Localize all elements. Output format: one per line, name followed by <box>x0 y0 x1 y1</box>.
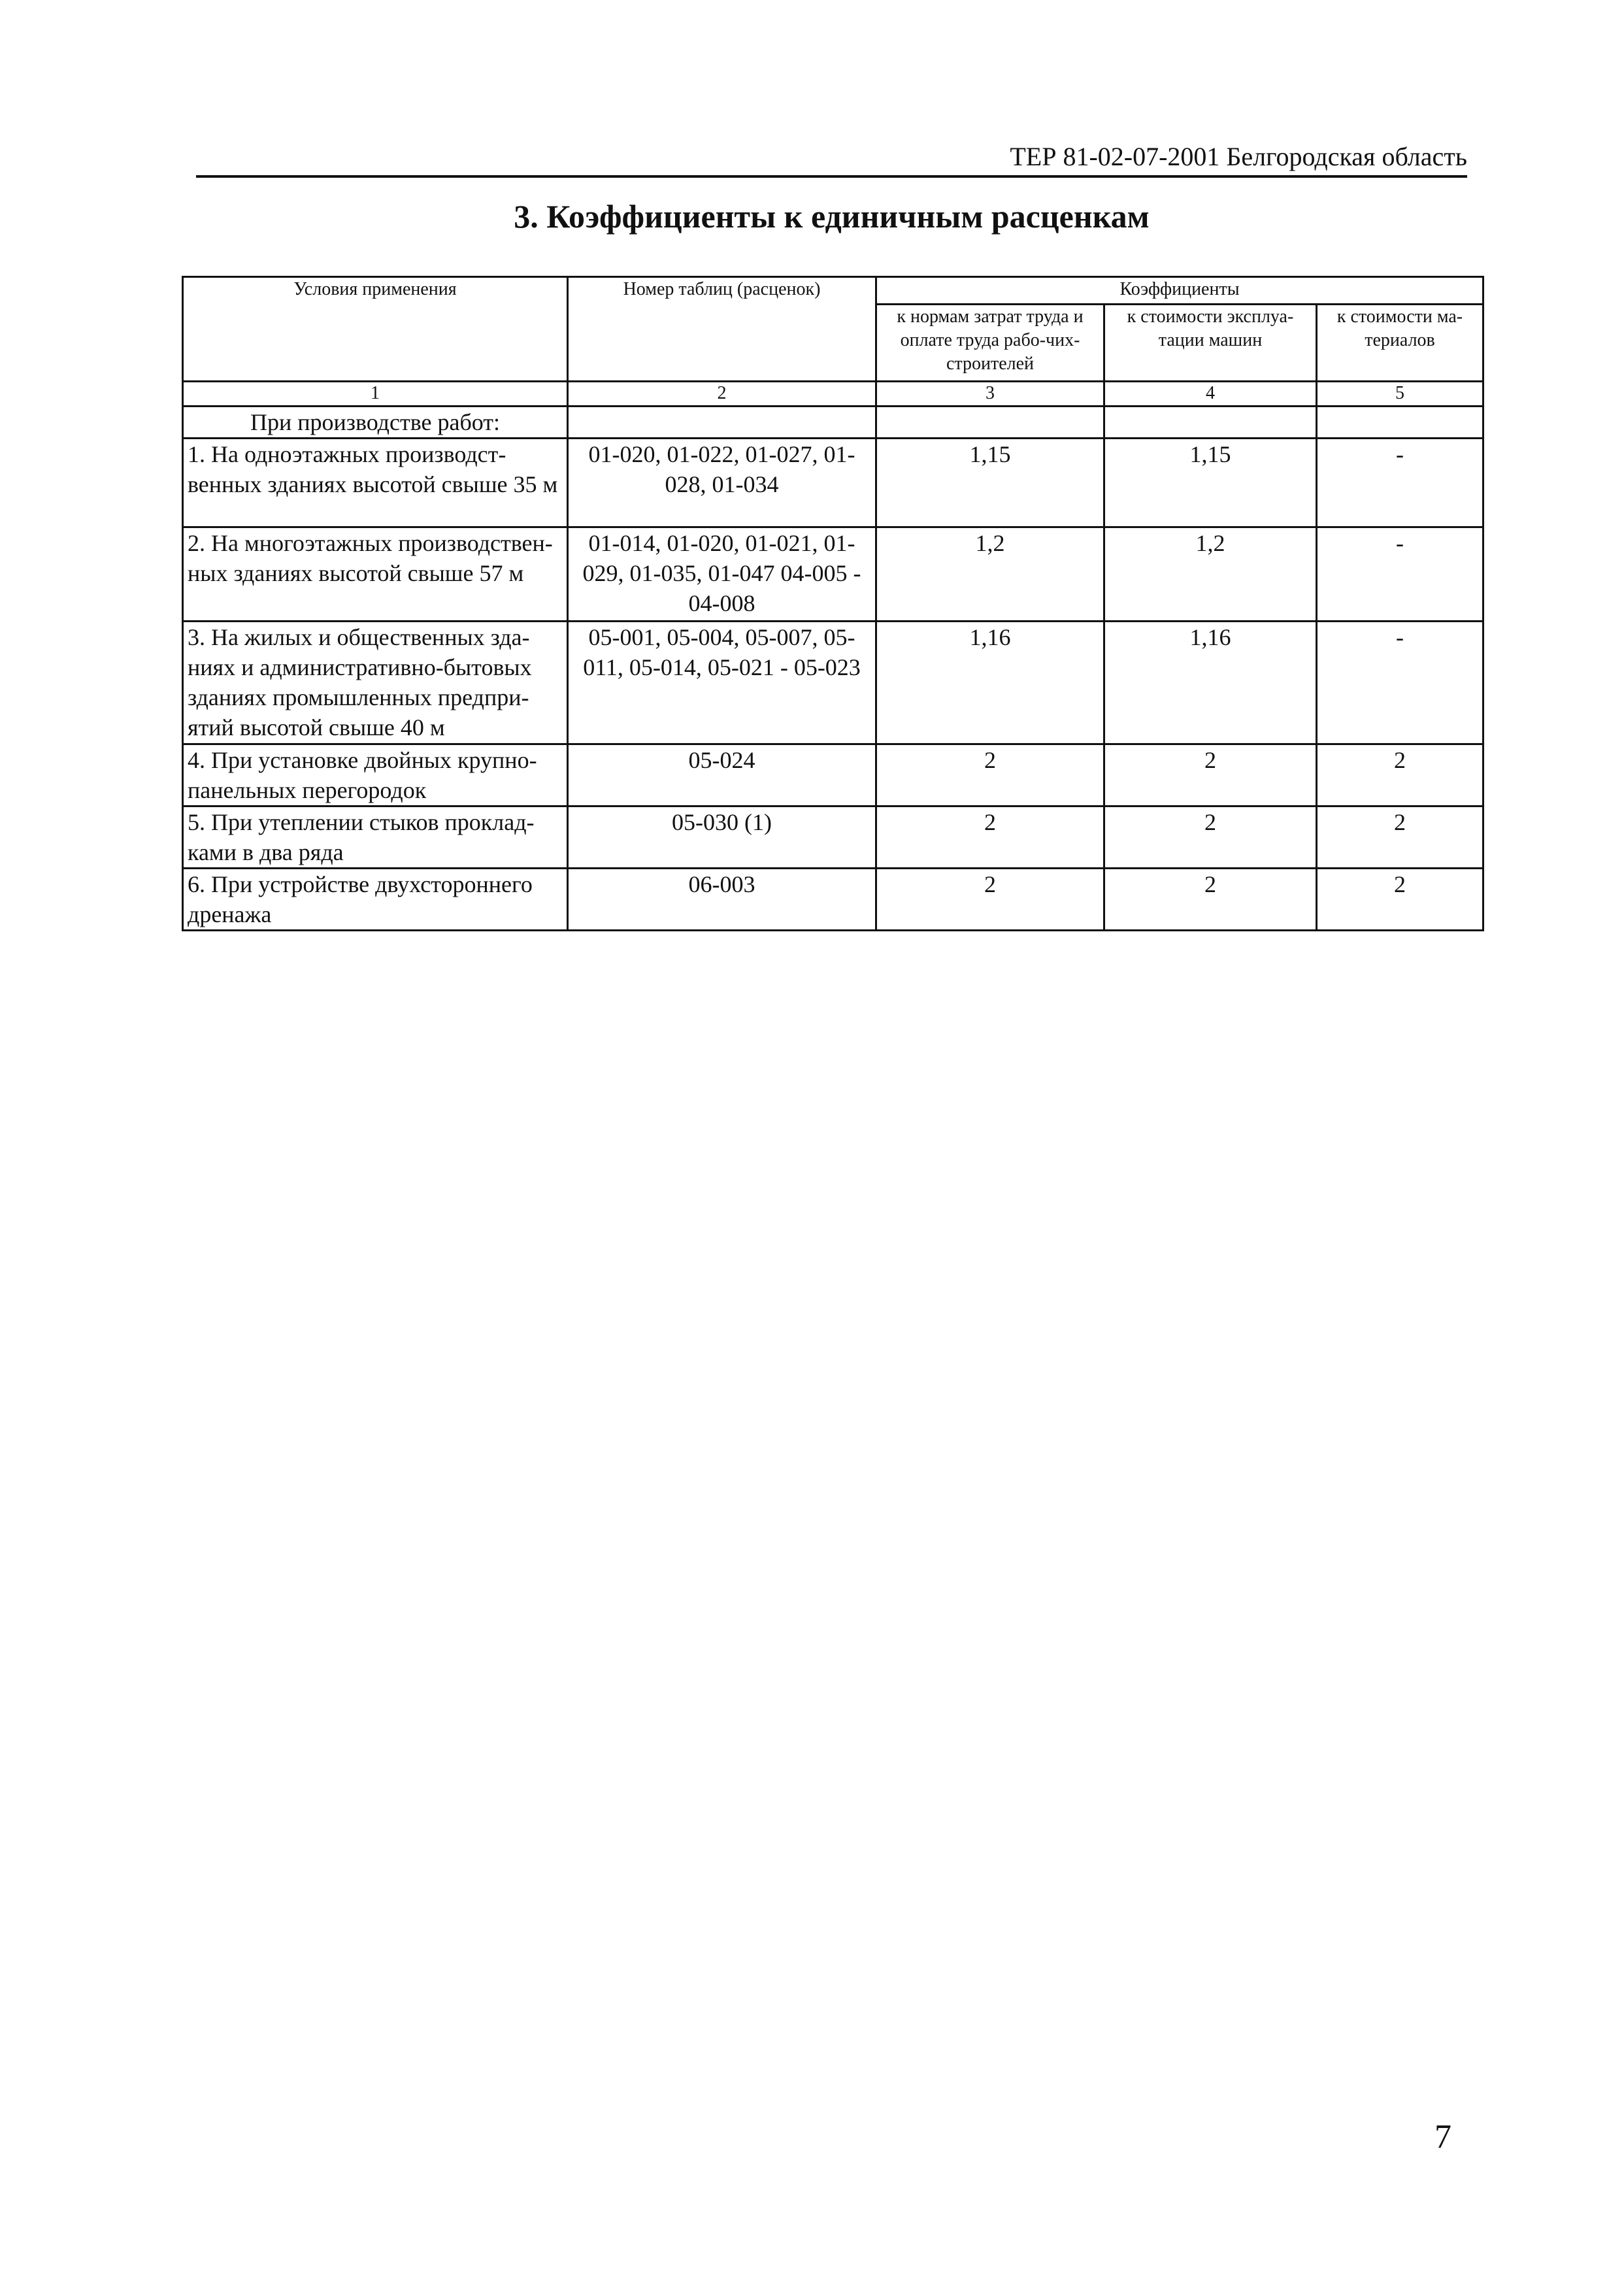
labor-coef-cell: 1,16 <box>876 622 1104 744</box>
materials-coef-cell: 2 <box>1317 869 1483 931</box>
coefficients-table <box>182 276 1484 931</box>
labor-coef-cell: 2 <box>876 744 1104 806</box>
tables-cell: 06-003 <box>568 869 876 931</box>
column-number: 1 <box>183 382 568 407</box>
table-row <box>183 527 1483 622</box>
column-number: 5 <box>1317 382 1483 407</box>
header-row-1 <box>183 277 1483 305</box>
machines-coef-cell: 1,16 <box>1104 622 1317 744</box>
column-number: 4 <box>1104 382 1317 407</box>
table-row <box>183 806 1483 869</box>
condition-cell: 2. На многоэтажных производствен-ных зданиях высотой свыше 57 м <box>183 527 568 622</box>
column-number-row <box>183 382 1483 407</box>
tables-cell: 05-030 (1) <box>568 806 876 869</box>
condition-cell: 4. При установке двойных крупно-панельных перегородок <box>183 744 568 806</box>
header-machines: к стоимости эксплуа-тации машин <box>1104 305 1317 382</box>
labor-coef-cell: 1,15 <box>876 439 1104 527</box>
section-label: При производстве работ: <box>183 407 568 439</box>
table-row <box>183 744 1483 806</box>
section-title: 3. Коэффициенты к единичным расценкам <box>514 198 1150 235</box>
machines-coef-cell: 1,2 <box>1104 527 1317 622</box>
labor-coef-cell: 2 <box>876 806 1104 869</box>
machines-coef-cell: 2 <box>1104 744 1317 806</box>
tables-cell: 01-014, 01-020, 01-021, 01-029, 01-035, 01-047 04-005 - 04-008 <box>568 527 876 622</box>
running-header <box>196 139 1467 178</box>
materials-coef-cell: 2 <box>1317 744 1483 806</box>
tables-cell: 01-020, 01-022, 01-027, 01-028, 01-034 <box>568 439 876 527</box>
machines-coef-cell: 2 <box>1104 869 1317 931</box>
page-number: 7 <box>1434 2118 1451 2155</box>
materials-coef-cell: - <box>1317 439 1483 527</box>
header-table-numbers: Номер таблиц (расценок) <box>568 277 876 382</box>
materials-coef-cell: - <box>1317 622 1483 744</box>
table-row <box>183 622 1483 744</box>
tables-cell: 05-024 <box>568 744 876 806</box>
column-number: 2 <box>568 382 876 407</box>
condition-cell: 6. При устройстве двухстороннего дренажа <box>183 869 568 931</box>
machines-coef-cell: 2 <box>1104 806 1317 869</box>
column-number: 3 <box>876 382 1104 407</box>
labor-coef-cell: 2 <box>876 869 1104 931</box>
header-coefficients: Коэффициенты <box>876 277 1483 305</box>
condition-cell: 5. При утеплении стыков проклад-ками в два ряда <box>183 806 568 869</box>
condition-cell: 1. На одноэтажных производст-венных зданиях высотой свыше 35 м <box>183 439 568 527</box>
header-conditions: Условия применения <box>183 277 568 382</box>
table-row <box>183 869 1483 931</box>
header-text: ТЕР 81-02-07-2001 Белгородская область <box>1010 142 1467 171</box>
tables-cell: 05-001, 05-004, 05-007, 05-011, 05-014, 05-021 - 05-023 <box>568 622 876 744</box>
header-materials: к стоимости ма-териалов <box>1317 305 1483 382</box>
labor-coef-cell: 1,2 <box>876 527 1104 622</box>
materials-coef-cell: 2 <box>1317 806 1483 869</box>
section-row <box>183 407 1483 439</box>
condition-cell: 3. На жилых и общественных зда-ниях и административно-бытовых зданиях промышленных предпри-ятий высотой свыше 40 м <box>183 622 568 744</box>
materials-coef-cell: - <box>1317 527 1483 622</box>
table-row <box>183 439 1483 527</box>
machines-coef-cell: 1,15 <box>1104 439 1317 527</box>
header-labor: к нормам затрат труда и оплате труда рабо-чих-строителей <box>876 305 1104 382</box>
